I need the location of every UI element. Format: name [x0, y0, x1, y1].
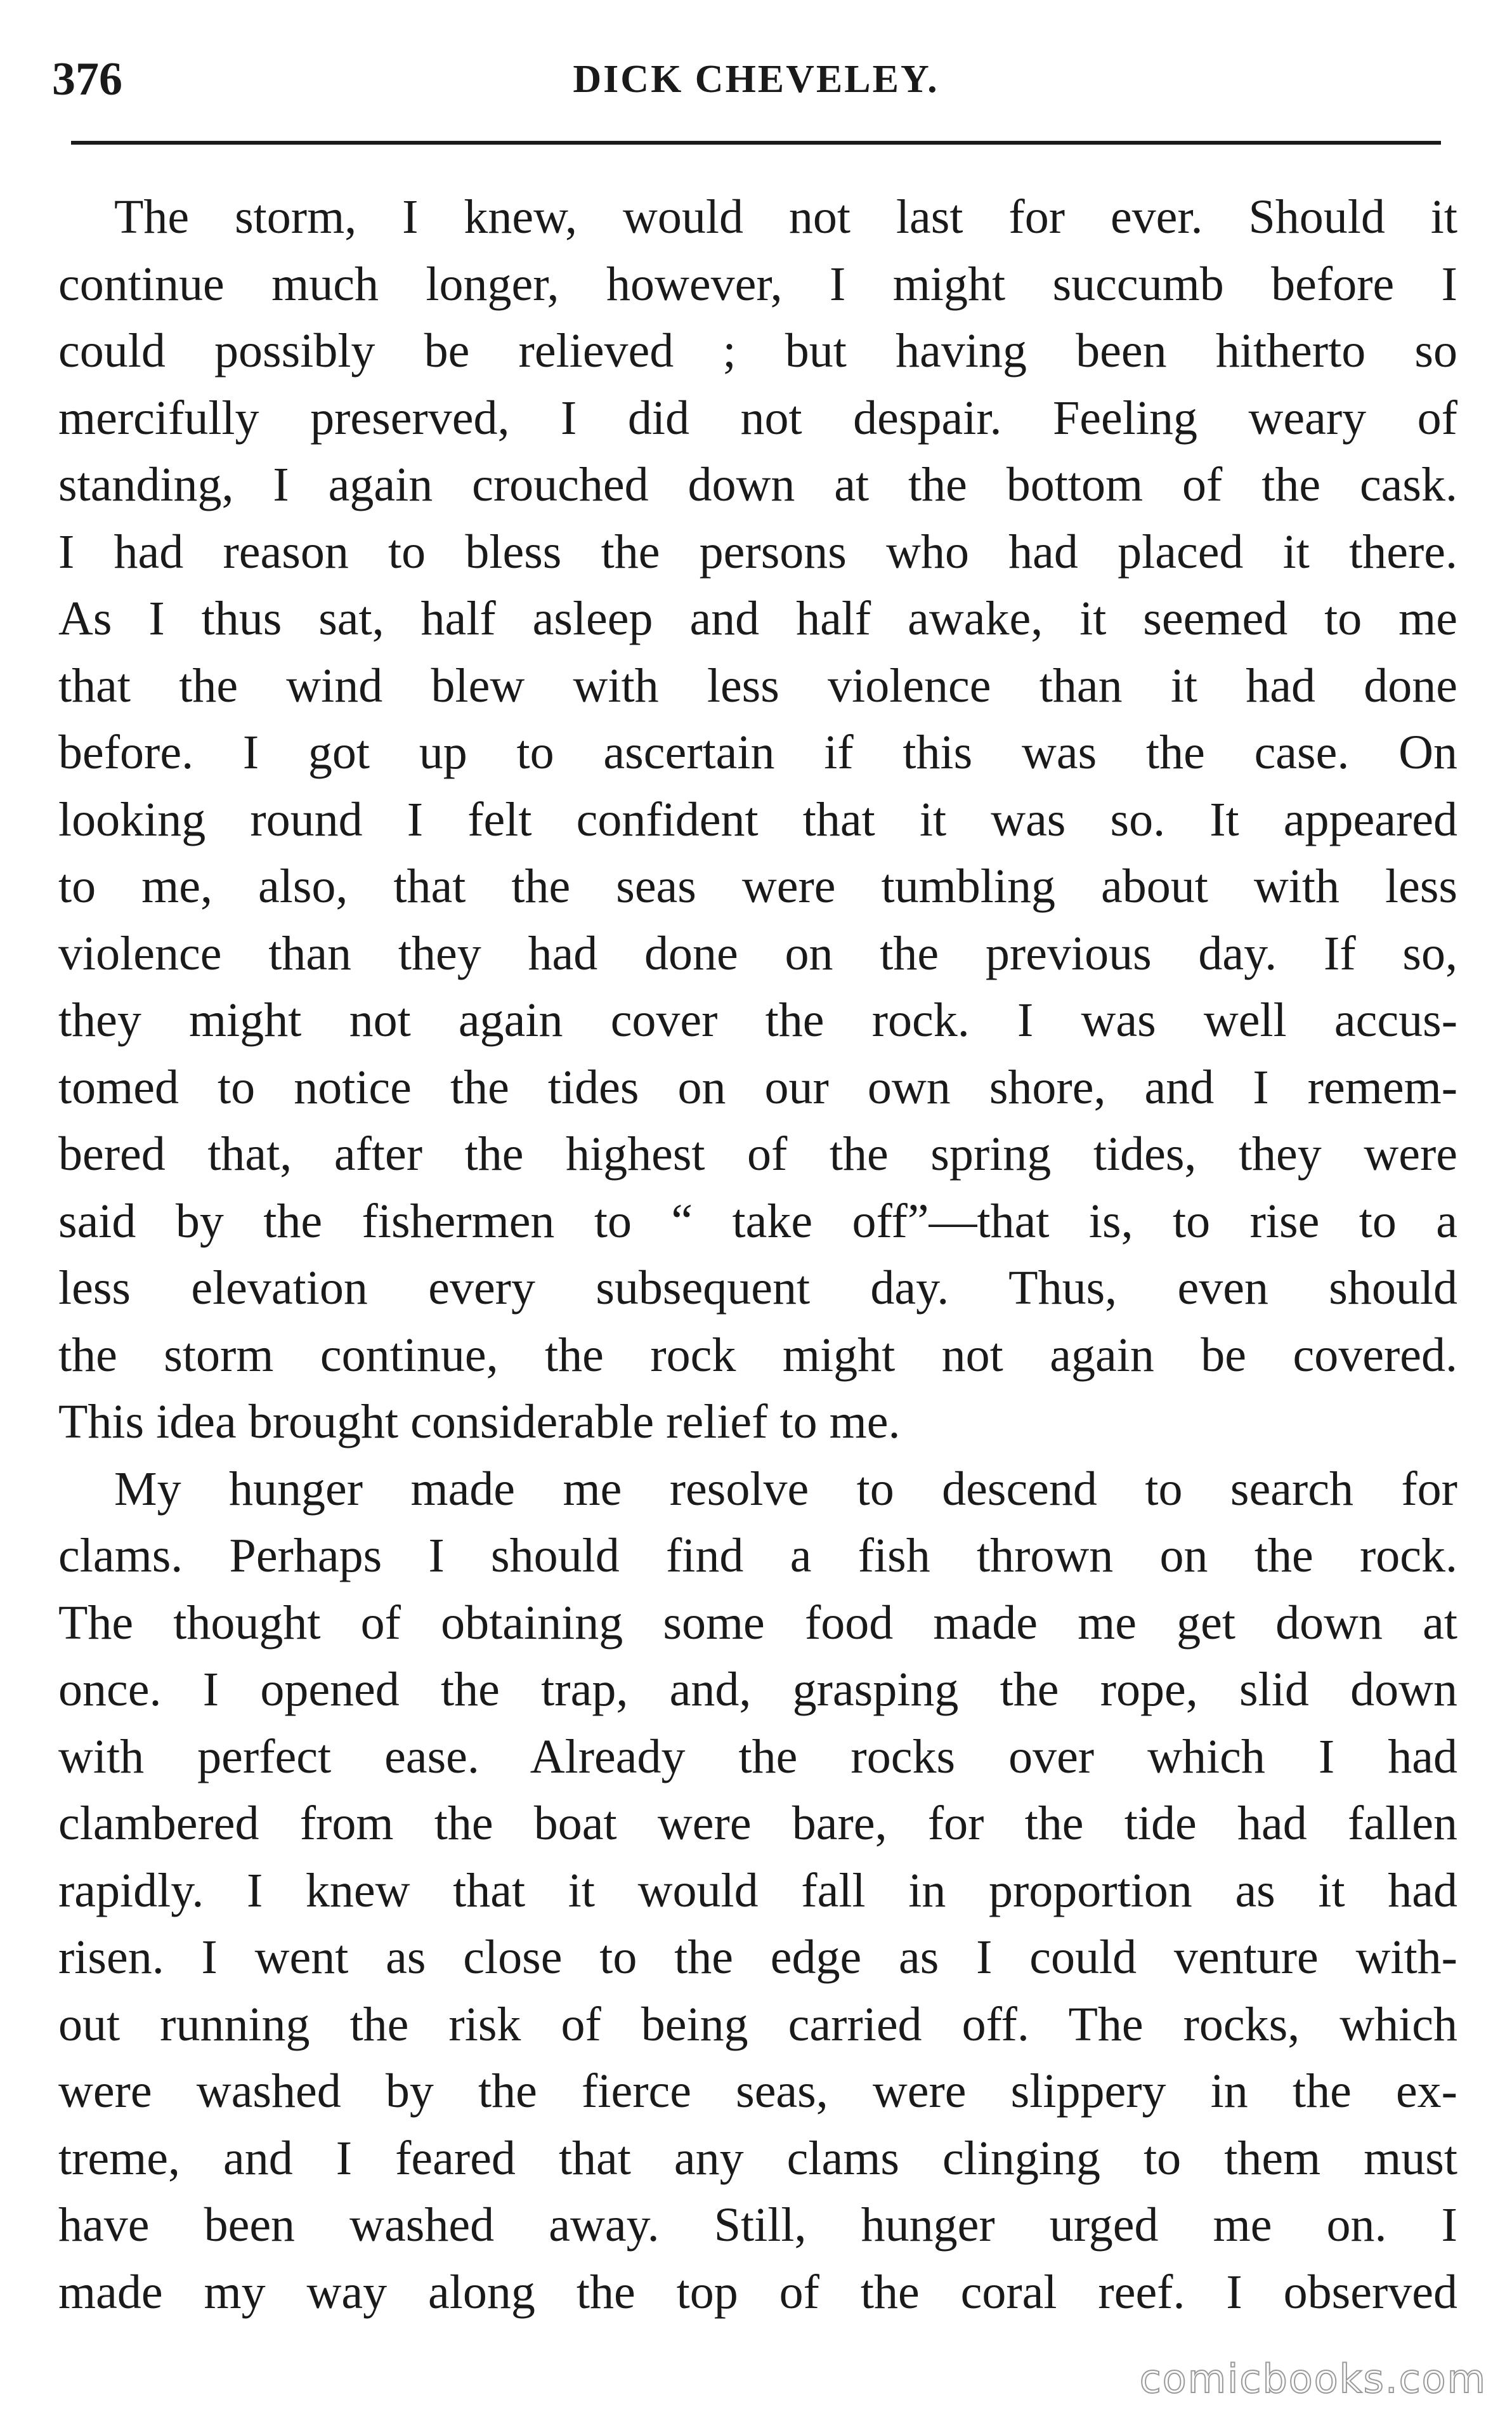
body-text [58, 184, 1457, 2326]
text-line: before. I got up to ascertain if this was the case. On [58, 726, 1457, 779]
text-line: clams. Perhaps I should find a fish thrown on the rock. [58, 1529, 1457, 1582]
text-line: treme, and I feared that any clams clinging to them must [58, 2131, 1457, 2185]
text-line: could possibly be relieved ; but having been hitherto so [58, 324, 1457, 377]
text-line: continue much longer, however, I might succumb before I [58, 257, 1457, 311]
text-line: The storm, I knew, would not last for ever. Should it [114, 190, 1457, 244]
text-line: once. I opened the trap, and, grasping the rope, slid down [58, 1663, 1457, 1716]
text-line: I had reason to bless the persons who had placed it there. [58, 525, 1457, 579]
text-line: standing, I again crouched down at the bottom of the cask. [58, 458, 1457, 511]
text-line: clambered from the boat were bare, for the tide had fallen [58, 1797, 1457, 1850]
text-line: were washed by the fierce seas, were slippery in the ex- [58, 2064, 1457, 2118]
text-line: My hunger made me resolve to descend to search for [114, 1462, 1457, 1516]
text-line: out running the risk of being carried off. The rocks, which [58, 1997, 1457, 2051]
text-line: with perfect ease. Already the rocks over which I had [58, 1729, 1457, 1783]
text-line: to me, also, that the seas were tumbling about with less [58, 860, 1457, 913]
text-line: the storm continue, the rock might not again be covered. [58, 1328, 1457, 1382]
text-line: that the wind blew with less violence than it had done [58, 659, 1457, 712]
text-line: mercifully preserved, I did not despair. Feeling weary of [58, 391, 1457, 445]
text-line: tomed to notice the tides on our own shore, and I remem- [58, 1060, 1457, 1114]
text-line: said by the fishermen to “ take off”—that is, to rise to a [58, 1194, 1457, 1248]
text-line: they might not again cover the rock. I was well accus- [58, 994, 1457, 1047]
text-line: This idea brought considerable relief to me. [58, 1395, 901, 1448]
text-line: risen. I went as close to the edge as I could venture with- [58, 1931, 1457, 1984]
text-line: bered that, after the highest of the spring tides, they were [58, 1127, 1457, 1181]
header-rule [71, 141, 1441, 145]
paragraph [58, 1456, 1457, 2326]
text-line: As I thus sat, half asleep and half awake, it seemed to me [58, 592, 1457, 645]
text-line: The thought of obtaining some food made me get down at [58, 1596, 1457, 1650]
page-number: 376 [52, 53, 122, 105]
paragraph [58, 184, 1457, 1456]
watermark: comicbooks.com [1139, 2356, 1487, 2402]
text-line: violence than they had done on the previous day. If so, [58, 926, 1457, 980]
text-line: made my way along the top of the coral reef. I observed [58, 2265, 1457, 2319]
page-header [52, 44, 1460, 114]
text-line: rapidly. I knew that it would fall in proportion as it had [58, 1863, 1457, 1917]
running-head: DICK CHEVELEY. [573, 58, 939, 101]
text-line: less elevation every subsequent day. Thus, even should [58, 1261, 1457, 1315]
text-line: have been washed away. Still, hunger urged me on. I [58, 2198, 1457, 2252]
text-line: looking round I felt confident that it was so. It appeared [58, 792, 1457, 846]
